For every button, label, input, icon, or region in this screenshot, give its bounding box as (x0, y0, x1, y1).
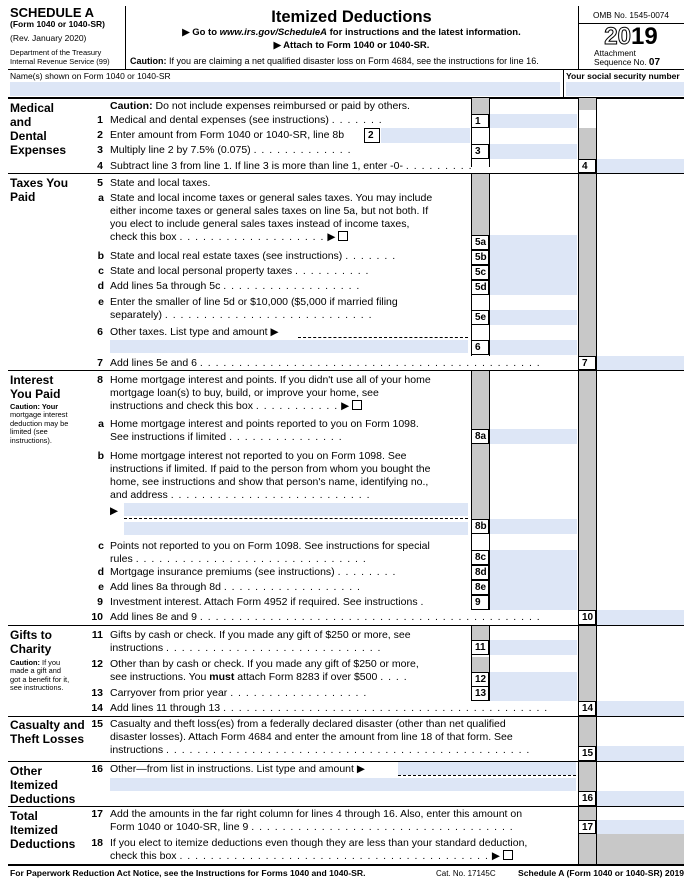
interest-caution: Caution: Your mortgage interest deduction may be limited (see instructions). (10, 402, 69, 445)
line-5b-text: State and local real estate taxes (see instructions) . . . . . . . (110, 250, 397, 262)
line-2-box: 2 (364, 128, 380, 143)
line-16-text: Other—from list in instructions. List type and amount ▶ (110, 763, 365, 775)
line-18-checkbox[interactable] (503, 850, 513, 860)
line-5c-text: State and local personal property taxes . . . . . . . . . . (110, 265, 370, 277)
line-11-text: Gifts by cash or check. If you made any gift of $250 or more, see instructions . . . . . . . . . . . . . . . . . . . . . . . . . . . . (110, 629, 411, 654)
line-9-input[interactable] (490, 595, 577, 610)
rev-date: (Rev. January 2020) (10, 33, 87, 43)
line-14-box: 14 (578, 701, 596, 716)
line-9-num: 9 (97, 596, 103, 608)
section-other-title: Other Itemized Deductions (10, 764, 76, 806)
line-14-num: 14 (91, 702, 103, 714)
line-10-box: 10 (578, 610, 596, 625)
attach-note: ▶ Attach to Form 1040 or 1040-SR. (273, 40, 430, 51)
irs-label: Internal Revenue Service (99) (10, 57, 110, 66)
line-5b-box: 5b (471, 250, 489, 265)
line-5d-box: 5d (471, 280, 489, 295)
line-8-num: 8 (97, 374, 103, 386)
line-1-input[interactable] (490, 114, 577, 128)
line-6-box: 6 (471, 340, 489, 355)
line-1-text: Medical and dental expenses (see instructions) . . . . . . . (110, 114, 383, 126)
line-9-text: Investment interest. Attach Form 4952 if required. See instructions . (110, 596, 425, 608)
col-gray-total (578, 806, 596, 820)
line-12-num: 12 (91, 658, 103, 670)
line-2-input[interactable] (381, 128, 470, 143)
line-12-text: Other than by cash or check. If you made any gift of $250 or more, see instructions. You must attach Form 8283 if over $500 . . . . (110, 658, 419, 683)
line-13-text: Carryover from prior year . . . . . . . . . . . . . . . . . . (110, 687, 368, 699)
sequence-label: Sequence No. 07 (594, 57, 661, 68)
line-16-input[interactable] (597, 791, 684, 806)
line-10-input[interactable] (597, 610, 684, 625)
line-10-num: 10 (91, 611, 103, 623)
omb-number: OMB No. 1545-0074 (592, 10, 670, 20)
line-8c-box: 8c (471, 550, 489, 565)
line-6-input[interactable] (490, 340, 577, 355)
line-5a-letter: a (98, 192, 104, 204)
col-gray-top (578, 98, 596, 110)
line-17-input[interactable] (597, 820, 684, 834)
line-16-box: 16 (578, 791, 596, 806)
line-8a-text: Home mortgage interest and points reported to you on Form 1098. See instructions if limited . . . . . . . . . . . . . . . (110, 418, 419, 443)
attachment-label: Attachment (594, 48, 636, 58)
line-11-input[interactable] (490, 640, 577, 655)
line-8b-letter: b (97, 450, 104, 462)
line-7-box: 7 (578, 356, 596, 370)
section-taxes-title: Taxes You Paid (10, 176, 69, 204)
line-5a-checkbox[interactable] (338, 231, 348, 241)
col-gray-other (578, 761, 596, 791)
line-16-type-input[interactable] (398, 762, 576, 775)
name-label: Name(s) shown on Form 1040 or 1040-SR (10, 71, 171, 81)
line-8a-letter: a (98, 418, 104, 430)
line-5-text: State and local taxes. (110, 177, 211, 189)
footer-cat: Cat. No. 17145C (436, 869, 496, 878)
line-5-num: 5 (97, 177, 103, 189)
footer-notice: For Paperwork Reduction Act Notice, see the Instructions for Forms 1040 and 1040-SR. (10, 868, 366, 878)
line-5d-text: Add lines 5a through 5c . . . . . . . . . . . . . . . . . . (110, 280, 361, 292)
section-gifts-title: Gifts to Charity (10, 628, 52, 656)
line-4-text: Subtract line 3 from line 1. If line 3 is more than line 1, enter -0- . . . . . . . . . (110, 160, 473, 172)
line-8b-name-input[interactable] (124, 503, 468, 516)
col-gray-interest (578, 370, 596, 610)
line-8c-letter: c (98, 540, 104, 552)
line-8b-text: Home mortgage interest not reported to you on Form 1098. See instructions if limited. If paid to the person from whom you bought the home, see instructions and show that person's name, identifying no., and address . . . . . . . . . . . . . . . . . . . . . . . . . . (110, 450, 431, 501)
line-4-input[interactable] (597, 159, 684, 173)
line-8a-input[interactable] (490, 429, 577, 444)
medical-caution: Caution: Do not include expenses reimbursed or paid by others. (110, 100, 410, 112)
line-6-type-input[interactable] (110, 340, 468, 353)
line-5c-box: 5c (471, 265, 489, 280)
line-16-num: 16 (91, 763, 103, 775)
line-6-num: 6 (97, 326, 103, 338)
col-gray-18 (578, 834, 684, 864)
line-8d-text: Mortgage insurance premiums (see instructions) . . . . . . . . (110, 566, 397, 578)
line-5c-letter: c (98, 265, 104, 277)
section-interest-title: Interest You Paid (10, 373, 61, 401)
line-8b-address-input[interactable] (124, 522, 468, 535)
line-5d-letter: d (97, 280, 104, 292)
col-gray-casualty (578, 716, 596, 746)
form-title: Itemized Deductions (271, 8, 432, 26)
section-casualty-title: Casualty and Theft Losses (10, 718, 85, 746)
line-8d-letter: d (97, 566, 104, 578)
line-14-input[interactable] (597, 701, 684, 716)
header-caution: Caution: If you are claiming a net qualified disaster loss on Form 4684, see the instructions for line 16. (130, 56, 539, 66)
line-18-num: 18 (91, 837, 103, 849)
line-13-num: 13 (91, 687, 103, 699)
ssn-label: Your social security number (566, 71, 680, 81)
gifts-caution: Caution: If you made a gift and got a benefit for it, see instructions. (10, 658, 70, 693)
line-18-text: If you elect to itemize deductions even though they are less than your standard deduction, check this box . . . . . . . . . . . . . . . . . . . . . . . . . . . . . . . . . . . . . . . . ▶ (110, 837, 528, 862)
col-gray-taxes (578, 173, 596, 356)
line-8b-input[interactable] (490, 519, 577, 534)
line-9-box: 9 (471, 595, 489, 610)
section-medical-title: Medical and Dental Expenses (10, 101, 67, 157)
line-11-box: 11 (471, 640, 489, 655)
line-15-text: Casualty and theft loss(es) from a federally declared disaster (other than net qualified disaster losses). Attach Form 4684 and enter the amount from line 18 of that form. See instructions . . . . . . . . . . . . . . . . . . . . . . . . . . . . . . . . . . . . . . . . . . . . . . . (110, 718, 531, 756)
line-5a-input[interactable] (490, 235, 577, 250)
line-8b-arrow: ▶ (110, 505, 119, 517)
line-5a-box: 5a (471, 235, 489, 250)
line-16-type-input-2[interactable] (110, 778, 576, 791)
line-7-num: 7 (97, 357, 103, 369)
line-5e-input[interactable] (490, 310, 577, 325)
goto-url[interactable]: www.irs.gov/ScheduleA (219, 27, 327, 38)
line-7-text: Add lines 5e and 6 . . . . . . . . . . . . . . . . . . . . . . . . . . . . . . . . . . . . . . . . . . . . (110, 357, 541, 369)
col-gray-gifts (578, 625, 596, 701)
line-1-box: 1 (471, 114, 489, 128)
line-8-checkbox[interactable] (352, 400, 362, 410)
line-12-box: 12 (471, 672, 489, 687)
line-8b-box: 8b (471, 519, 489, 534)
line-5e-box: 5e (471, 310, 489, 325)
form-id: SCHEDULE A (10, 5, 95, 20)
line-11-num: 11 (91, 629, 103, 641)
line-8-text: Home mortgage interest and points. If you didn't use all of your home mortgage loan(s) to buy, build, or improve your home, see instructions and check this box . . . . . . . . . . . ▶ (110, 374, 431, 412)
line-17-text: Add the amounts in the far right column for lines 4 through 16. Also, enter this amount on Form 1040 or 1040-SR, line 9 . . . . . . . . . . . . . . . . . . . . . . . . . . . . . . . . . . (110, 808, 523, 833)
line-8e-text: Add lines 8a through 8d . . . . . . . . . . . . . . . . . . (110, 581, 361, 593)
line-5b-input[interactable] (490, 250, 577, 265)
line-17-num: 17 (91, 808, 103, 820)
line-10-text: Add lines 8e and 9 . . . . . . . . . . . . . . . . . . . . . . . . . . . . . . . . . . . . . . . . . . . . (110, 611, 541, 623)
section-total-title: Total Itemized Deductions (10, 809, 76, 851)
line-13-box: 13 (471, 686, 489, 701)
line-8e-input[interactable] (490, 580, 577, 595)
line-8d-box: 8d (471, 565, 489, 580)
ssn-input[interactable] (566, 82, 684, 96)
line-5d-input[interactable] (490, 280, 577, 295)
line-15-num: 15 (91, 718, 103, 730)
form-sub: (Form 1040 or 1040-SR) (10, 19, 105, 29)
line-8c-input[interactable] (490, 550, 577, 565)
dept-treasury: Department of the Treasury (10, 48, 102, 57)
line-5e-letter: e (98, 296, 104, 308)
line-8c-text: Points not reported to you on Form 1098. See instructions for special rules . . . . . . . . . . . . . . . . . . . . . . . . . . . . . . (110, 540, 430, 565)
line-14-text: Add lines 11 through 13 . . . . . . . . . . . . . . . . . . . . . . . . . . . . . . . . . . . . . . . . . . (110, 702, 549, 714)
line-3-input[interactable] (490, 144, 577, 159)
line-15-box: 15 (578, 746, 596, 761)
line-3-text: Multiply line 2 by 7.5% (0.075) . . . . . . . . . . . . . (110, 144, 352, 156)
line-1-num: 1 (97, 114, 103, 126)
line-12-input[interactable] (490, 672, 577, 687)
line-5c-input[interactable] (490, 265, 577, 280)
tax-year: 2019 (604, 23, 658, 50)
line-8a-box: 8a (471, 429, 489, 444)
goto-instructions: ▶ Go to www.irs.gov/ScheduleA for instructions and the latest information. (182, 27, 521, 38)
line-8d-input[interactable] (490, 565, 577, 580)
line-5b-letter: b (97, 250, 104, 262)
line-2-num: 2 (97, 129, 103, 141)
line-5e-text: Enter the smaller of line 5d or $10,000 ($5,000 if married filing separately) . . . . . . . . . . . . . . . . . . . . . . . . . . . (110, 296, 398, 321)
line-2-text: Enter amount from Form 1040 or 1040-SR, line 8b (110, 129, 345, 141)
line-15-input[interactable] (597, 746, 684, 761)
line-8e-letter: e (98, 581, 104, 593)
line-17-box: 17 (578, 820, 596, 834)
line-7-input[interactable] (597, 356, 684, 370)
line-5a-text: State and local income taxes or general sales taxes. You may include either income taxes or general sales taxes on line 5a, but not both. If you elect to include general sales taxes instead of income taxes, check this box . . . . . . . . . . . . . . . . . . . ▶ (110, 192, 433, 243)
line-6-text: Other taxes. List type and amount ▶ (110, 326, 279, 338)
footer-schedule: Schedule A (Form 1040 or 1040-SR) 2019 (518, 868, 685, 878)
line-4-box: 4 (578, 159, 596, 173)
line-4-num: 4 (97, 160, 103, 172)
name-input[interactable] (10, 82, 560, 96)
line-8e-box: 8e (471, 580, 489, 595)
col-gray-med (578, 128, 596, 159)
line-13-input[interactable] (490, 686, 577, 701)
line-3-box: 3 (471, 144, 489, 159)
line-3-num: 3 (97, 144, 103, 156)
